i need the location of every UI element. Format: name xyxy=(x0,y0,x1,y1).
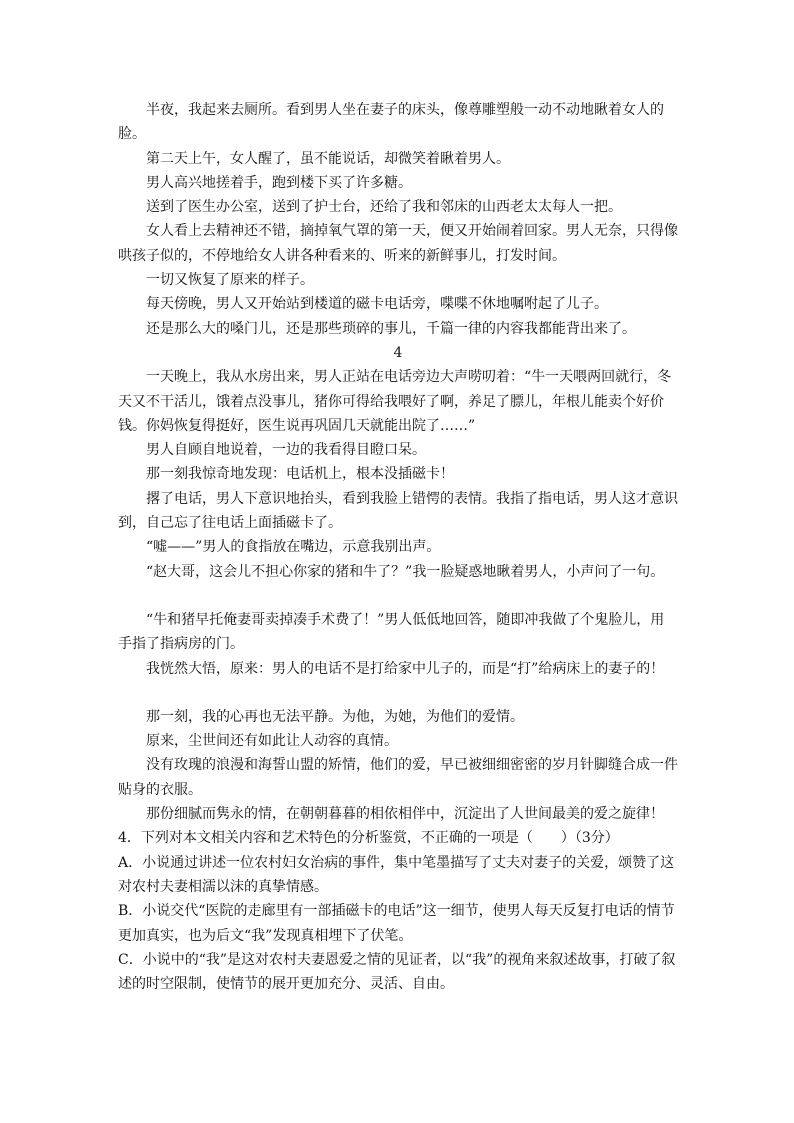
story-paragraph: “赵大哥，这会儿不担心你家的猪和牛了？”我一脸疑惑地瞅着男人，小声问了一句。 xyxy=(146,563,665,580)
section-number: 4 xyxy=(393,344,403,361)
story-paragraph: 那一刻，我的心再也无法平静。为他，为她，为他们的爱情。 xyxy=(146,708,524,725)
paragraph-spacer xyxy=(118,584,678,608)
story-paragraph: 没有玫瑰的浪漫和海誓山盟的矫情，他们的爱，早已被细细密密的岁月针脚缝合成一件贴身的衣服。 xyxy=(118,757,678,798)
story-paragraph: 还是那么大的嗓门儿，还是那些琐碎的事儿，千篇一律的内容我都能背出来了。 xyxy=(146,320,636,337)
story-paragraph: 一切又恢复了原来的样子。 xyxy=(146,272,314,289)
story-paragraph: 那一刻我惊奇地发现：电话机上，根本没插磁卡！ xyxy=(146,466,454,483)
story-paragraph: “牛和猪早托俺妻哥卖掉凑手术费了！”男人低低地回答，随即冲我做了个鬼脸儿，用手指了指病房的门。 xyxy=(118,611,665,653)
story-paragraph: 原来，尘世间还有如此让人动容的真情。 xyxy=(146,733,398,750)
story-paragraph: 每天傍晚，男人又开始站到楼道的磁卡电话旁，喋喋不休地嘱咐起了儿子。 xyxy=(146,296,608,313)
question-option-a: A．小说通过讲述一位农村妇女治病的事件，集中笔墨描写了丈夫对妻子的关爱，颂赞了这对农村夫妻相濡以沫的真挚情感。 xyxy=(118,854,675,895)
story-paragraph: 送到了医生办公室，送到了护士台，还给了我和邻床的山西老太太每人一把。 xyxy=(146,199,622,216)
story-paragraph: 一天晚上，我从水房出来，男人正站在电话旁边大声唠叨着：“牛一天喂两回就行，冬天又不干活儿，饿着点没事儿，猪你可得给我喂好了啊，养足了膘儿，年根儿能卖个好价钱。你妈恢复得挺好，医生说再巩固几天就能出院了……” xyxy=(118,369,672,434)
story-paragraph: 撂了电话，男人下意识地抬头，看到我脸上错愕的表情。我指了指电话，男人这才意识到，自己忘了往电话上面插磁卡了。 xyxy=(118,490,678,532)
story-paragraph: 我恍然大悟，原来：男人的电话不是打给家中儿子的，而是“打”给病床上的妻子的！ xyxy=(146,660,665,677)
question-stem: 4．下列对本文相关内容和艺术特色的分析鉴赏，不正确的一项是（ ）（3分） xyxy=(118,830,619,847)
story-paragraph: 男人高兴地搓着手，跑到楼下买了许多糖。 xyxy=(146,174,412,191)
document-body xyxy=(118,98,678,996)
story-paragraph: 男人自顾自地说着，一边的我看得目瞪口呆。 xyxy=(146,442,426,459)
story-paragraph: 那份细腻而隽永的情，在朝朝暮暮的相依相伴中，沉淀出了人世间最美的爱之旋律！ xyxy=(146,806,664,823)
story-paragraph: 女人看上去精神还不错，摘掉氧气罩的第一天，便又开始闹着回家。男人无奈，只得像哄孩子似的，不停地给女人讲各种看来的、听来的新鲜事儿，打发时间。 xyxy=(118,223,678,264)
question-option-c: C．小说中的“我”是这对农村夫妻恩爱之情的见证者，以“我”的视角来叙述故事，打破了叙述的时空限制，使情节的展开更加充分、灵活、自由。 xyxy=(118,951,676,993)
story-paragraph: 第二天上午，女人醒了，虽不能说话，却微笑着瞅着男人。 xyxy=(146,150,510,167)
paragraph-spacer xyxy=(118,681,678,705)
story-paragraph: 半夜，我起来去厕所。看到男人坐在妻子的床头，像尊雕塑般一动不动地瞅着女人的脸。 xyxy=(118,102,664,143)
question-option-b: B．小说交代“医院的走廊里有一部插磁卡的电话”这一细节，使男人每天反复打电话的情节更加真实，也为后文“我”发现真相埋下了伏笔。 xyxy=(118,903,675,944)
story-paragraph: “嘘——”男人的食指放在嘴边，示意我别出声。 xyxy=(146,539,441,556)
